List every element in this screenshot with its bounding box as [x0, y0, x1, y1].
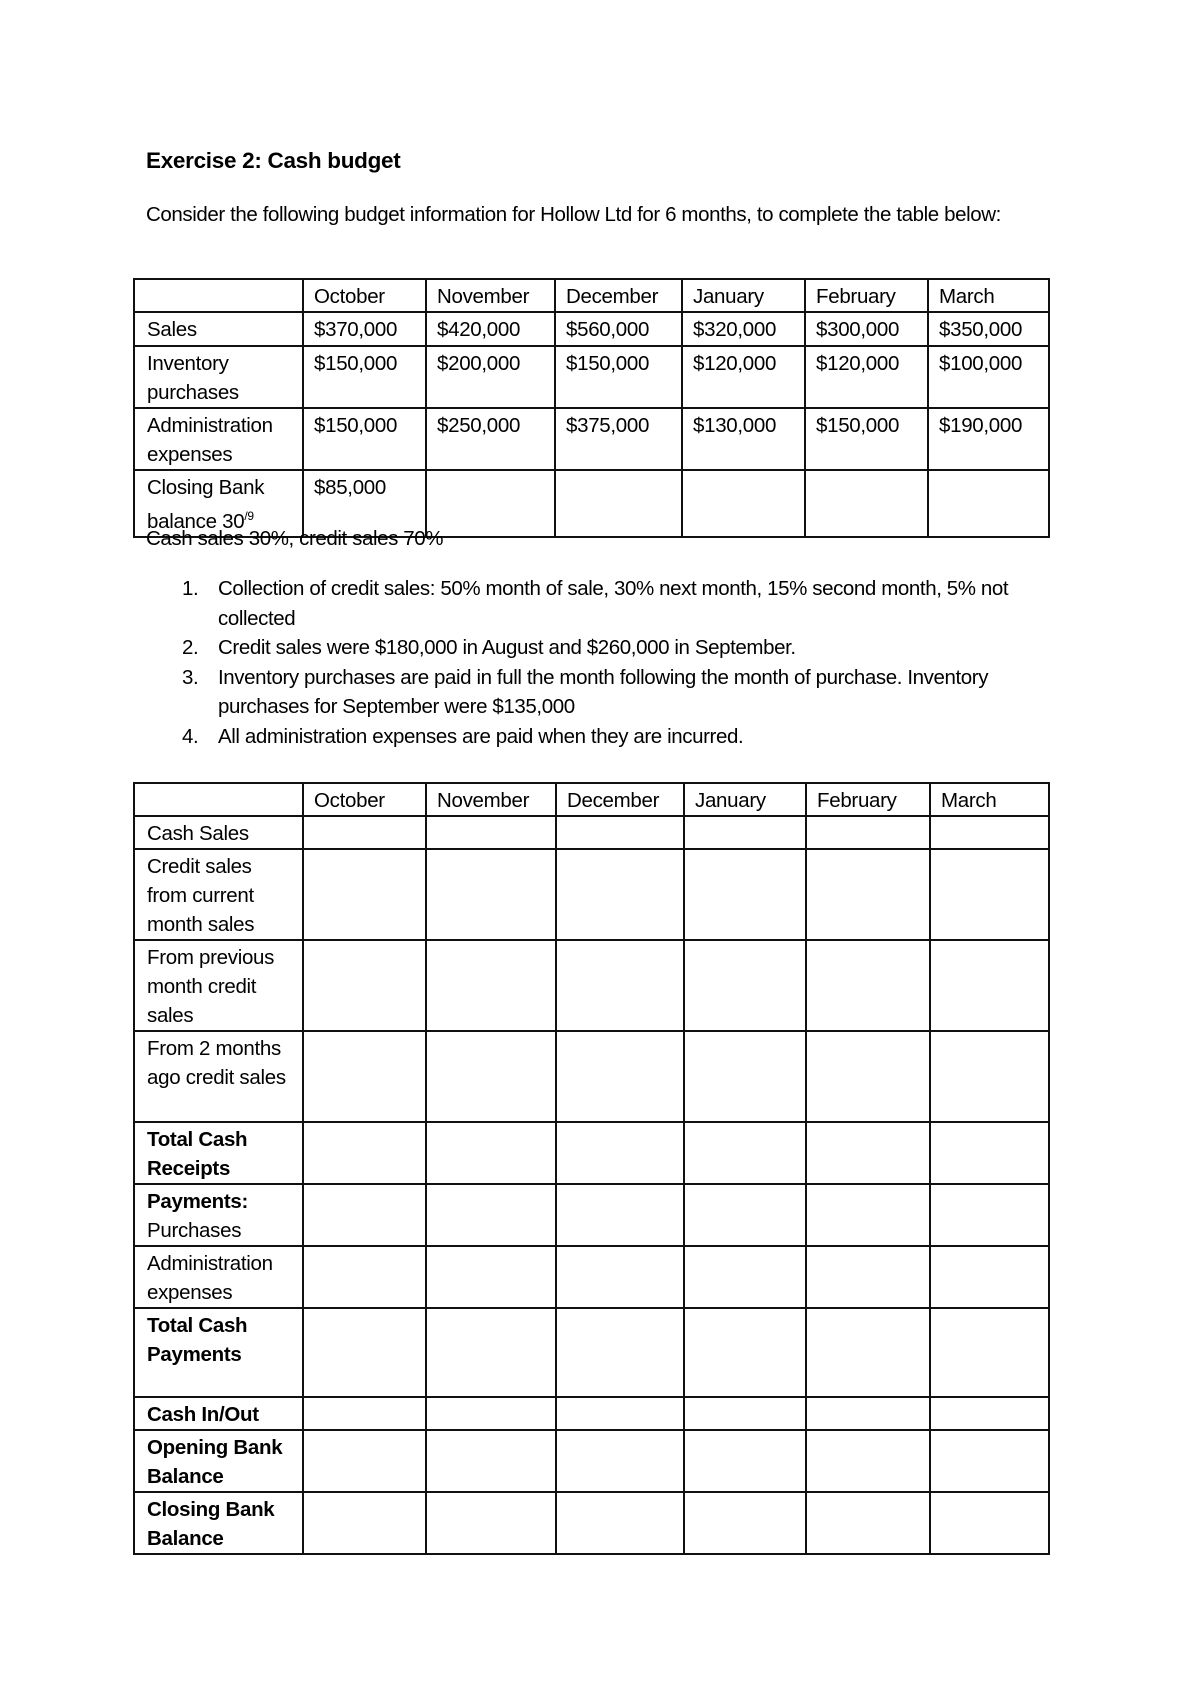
list-number: 1. — [182, 577, 199, 600]
page-title: Exercise 2: Cash budget — [146, 148, 401, 173]
answer-cell[interactable] — [303, 1122, 426, 1184]
answer-cell[interactable] — [426, 849, 556, 940]
row-label — [134, 1184, 303, 1246]
answer-cell[interactable] — [556, 1246, 684, 1308]
cell-value: $560,000 — [555, 312, 682, 346]
row-label: Sales — [134, 312, 303, 346]
cell-value: $250,000 — [426, 408, 555, 470]
cell-value: $200,000 — [426, 346, 555, 408]
row-label: Closing Bank Balance — [134, 1492, 303, 1554]
condition-text: All administration expenses are paid when they are incurred. — [218, 724, 744, 748]
answer-cell[interactable] — [426, 1308, 556, 1397]
row-label-superscript: /9 — [244, 509, 254, 523]
answer-cell[interactable] — [806, 1430, 930, 1492]
answer-cell[interactable] — [556, 1430, 684, 1492]
condition-text: Inventory purchases are paid in full the month following the month of purchase. Inventory purchases for September were $135,000 — [218, 665, 989, 718]
header-month: December — [555, 279, 682, 312]
answer-cell[interactable] — [806, 849, 930, 940]
row-label: Opening Bank Balance — [134, 1430, 303, 1492]
answer-cell[interactable] — [303, 1397, 426, 1430]
answer-cell[interactable] — [930, 1308, 1049, 1397]
table-row-payments-purchases — [134, 1184, 1049, 1246]
table-row-admin-expenses — [134, 1246, 1049, 1308]
answer-cell[interactable] — [556, 1492, 684, 1554]
header-month: October — [303, 783, 426, 816]
answer-cell[interactable] — [930, 940, 1049, 1031]
answer-cell[interactable] — [684, 1246, 806, 1308]
cell-value: $320,000 — [682, 312, 805, 346]
cell-value: $420,000 — [426, 312, 555, 346]
cell-value: $300,000 — [805, 312, 928, 346]
row-label: Total Cash Receipts — [134, 1122, 303, 1184]
answer-cell[interactable] — [426, 1430, 556, 1492]
answer-cell[interactable] — [806, 1308, 930, 1397]
row-label-heading: Payments: — [147, 1190, 248, 1213]
answer-cell[interactable] — [303, 1031, 426, 1122]
answer-cell[interactable] — [426, 1122, 556, 1184]
cell-value: $100,000 — [928, 346, 1049, 408]
answer-cell[interactable] — [684, 1430, 806, 1492]
table-header-row — [134, 783, 1049, 816]
row-label: Administration expenses — [134, 408, 303, 470]
cell-value: $120,000 — [682, 346, 805, 408]
cell-value: $350,000 — [928, 312, 1049, 346]
answer-cell[interactable] — [426, 816, 556, 849]
answer-cell[interactable] — [303, 1430, 426, 1492]
table-row-sales — [134, 312, 1049, 346]
row-label-text: Purchases — [147, 1219, 242, 1242]
budget-info-table — [133, 278, 1050, 538]
cell-value: $85,000 — [303, 470, 426, 537]
row-label: Credit sales from current month sales — [134, 849, 303, 940]
answer-cell[interactable] — [806, 1246, 930, 1308]
table-row-credit-previous — [134, 940, 1049, 1031]
answer-cell[interactable] — [556, 1397, 684, 1430]
answer-cell[interactable] — [684, 1397, 806, 1430]
row-label: Administration expenses — [134, 1246, 303, 1308]
answer-cell[interactable] — [426, 940, 556, 1031]
header-month: January — [684, 783, 806, 816]
answer-cell[interactable] — [684, 849, 806, 940]
cell-value: $190,000 — [928, 408, 1049, 470]
answer-cell[interactable] — [806, 816, 930, 849]
answer-cell[interactable] — [426, 1184, 556, 1246]
answer-cell[interactable] — [930, 1430, 1049, 1492]
answer-cell[interactable] — [684, 1184, 806, 1246]
conditions-list — [146, 574, 1046, 751]
condition-text: Credit sales were $180,000 in August and $260,000 in September. — [218, 636, 796, 659]
table-header-row — [134, 279, 1049, 312]
table-row-cash-in-out — [134, 1397, 1049, 1430]
answer-cell[interactable] — [426, 1031, 556, 1122]
list-number: 3. — [182, 665, 199, 689]
answer-cell[interactable] — [930, 1397, 1049, 1430]
answer-cell[interactable] — [684, 1122, 806, 1184]
answer-cell[interactable] — [806, 1031, 930, 1122]
table-row-total-payments — [134, 1308, 1049, 1397]
answer-cell[interactable] — [684, 1031, 806, 1122]
answer-cell[interactable] — [556, 816, 684, 849]
header-month: February — [805, 279, 928, 312]
cell-value — [928, 470, 1049, 537]
header-month: January — [682, 279, 805, 312]
cell-value: $130,000 — [682, 408, 805, 470]
answer-cell[interactable] — [303, 816, 426, 849]
table-row-admin — [134, 408, 1049, 470]
cell-value — [682, 470, 805, 537]
table-row-cash-sales — [134, 816, 1049, 849]
answer-cell[interactable] — [426, 1246, 556, 1308]
answer-cell[interactable] — [930, 1492, 1049, 1554]
answer-cell[interactable] — [930, 1122, 1049, 1184]
table-row-closing-balance — [134, 1492, 1049, 1554]
answer-cell[interactable] — [806, 1184, 930, 1246]
cell-value: $150,000 — [303, 408, 426, 470]
answer-cell[interactable] — [806, 1492, 930, 1554]
header-month: November — [426, 279, 555, 312]
answer-cell[interactable] — [303, 849, 426, 940]
cell-value — [805, 470, 928, 537]
header-month: December — [556, 783, 684, 816]
header-empty-cell — [134, 783, 303, 816]
cell-value — [555, 470, 682, 537]
answer-cell[interactable] — [684, 816, 806, 849]
row-label: Cash Sales — [134, 816, 303, 849]
answer-cell[interactable] — [806, 1397, 930, 1430]
cell-value: $375,000 — [555, 408, 682, 470]
answer-cell[interactable] — [556, 940, 684, 1031]
header-empty-cell — [134, 279, 303, 312]
answer-cell[interactable] — [556, 1184, 684, 1246]
answer-cell[interactable] — [684, 940, 806, 1031]
header-month: November — [426, 783, 556, 816]
answer-cell[interactable] — [556, 1122, 684, 1184]
table-row-credit-current — [134, 849, 1049, 940]
condition-text: Collection of credit sales: 50% month of sale, 30% next month, 15% second month, 5% not collected — [218, 577, 1009, 630]
table-row-inventory — [134, 346, 1049, 408]
header-month: March — [928, 279, 1049, 312]
cash-budget-table — [133, 782, 1050, 1555]
cell-value: $120,000 — [805, 346, 928, 408]
header-month: October — [303, 279, 426, 312]
header-month: March — [930, 783, 1049, 816]
table-row-opening-balance — [134, 1430, 1049, 1492]
row-label: Cash In/Out — [134, 1397, 303, 1430]
table-row-total-receipts — [134, 1122, 1049, 1184]
row-label-text: Closing Bank balance 30 — [147, 476, 265, 533]
answer-cell[interactable] — [426, 1492, 556, 1554]
cell-value — [426, 470, 555, 537]
list-number: 4. — [182, 724, 199, 748]
answer-cell[interactable] — [930, 1184, 1049, 1246]
answer-cell[interactable] — [930, 816, 1049, 849]
condition-item — [146, 574, 1046, 633]
answer-cell[interactable] — [930, 1031, 1049, 1122]
condition-item — [146, 722, 1046, 752]
list-number: 2. — [182, 636, 199, 659]
cell-value: $370,000 — [303, 312, 426, 346]
cell-value: $150,000 — [555, 346, 682, 408]
intro-text: Consider the following budget information for Hollow Ltd for 6 months, to complete the table below: — [146, 203, 1001, 226]
answer-cell[interactable] — [684, 1492, 806, 1554]
sales-split-note: Cash sales 30%, credit sales 70% — [146, 527, 444, 550]
condition-item — [146, 633, 1046, 663]
answer-cell[interactable] — [684, 1308, 806, 1397]
answer-cell[interactable] — [556, 849, 684, 940]
answer-cell[interactable] — [303, 1184, 426, 1246]
row-label: Inventory purchases — [134, 346, 303, 408]
answer-cell[interactable] — [930, 849, 1049, 940]
answer-cell[interactable] — [556, 1308, 684, 1397]
answer-cell[interactable] — [806, 1122, 930, 1184]
answer-cell[interactable] — [303, 1246, 426, 1308]
answer-cell[interactable] — [303, 1308, 426, 1397]
answer-cell[interactable] — [303, 940, 426, 1031]
answer-cell[interactable] — [303, 1492, 426, 1554]
answer-cell[interactable] — [930, 1246, 1049, 1308]
condition-item — [146, 663, 1046, 722]
answer-cell[interactable] — [556, 1031, 684, 1122]
answer-cell[interactable] — [426, 1397, 556, 1430]
cell-value: $150,000 — [805, 408, 928, 470]
row-label: From previous month credit sales — [134, 940, 303, 1031]
header-month: February — [806, 783, 930, 816]
row-label: Total Cash Payments — [134, 1308, 303, 1397]
row-label: From 2 months ago credit sales — [134, 1031, 303, 1122]
answer-cell[interactable] — [806, 940, 930, 1031]
cell-value: $150,000 — [303, 346, 426, 408]
table-row-credit-two-months — [134, 1031, 1049, 1122]
